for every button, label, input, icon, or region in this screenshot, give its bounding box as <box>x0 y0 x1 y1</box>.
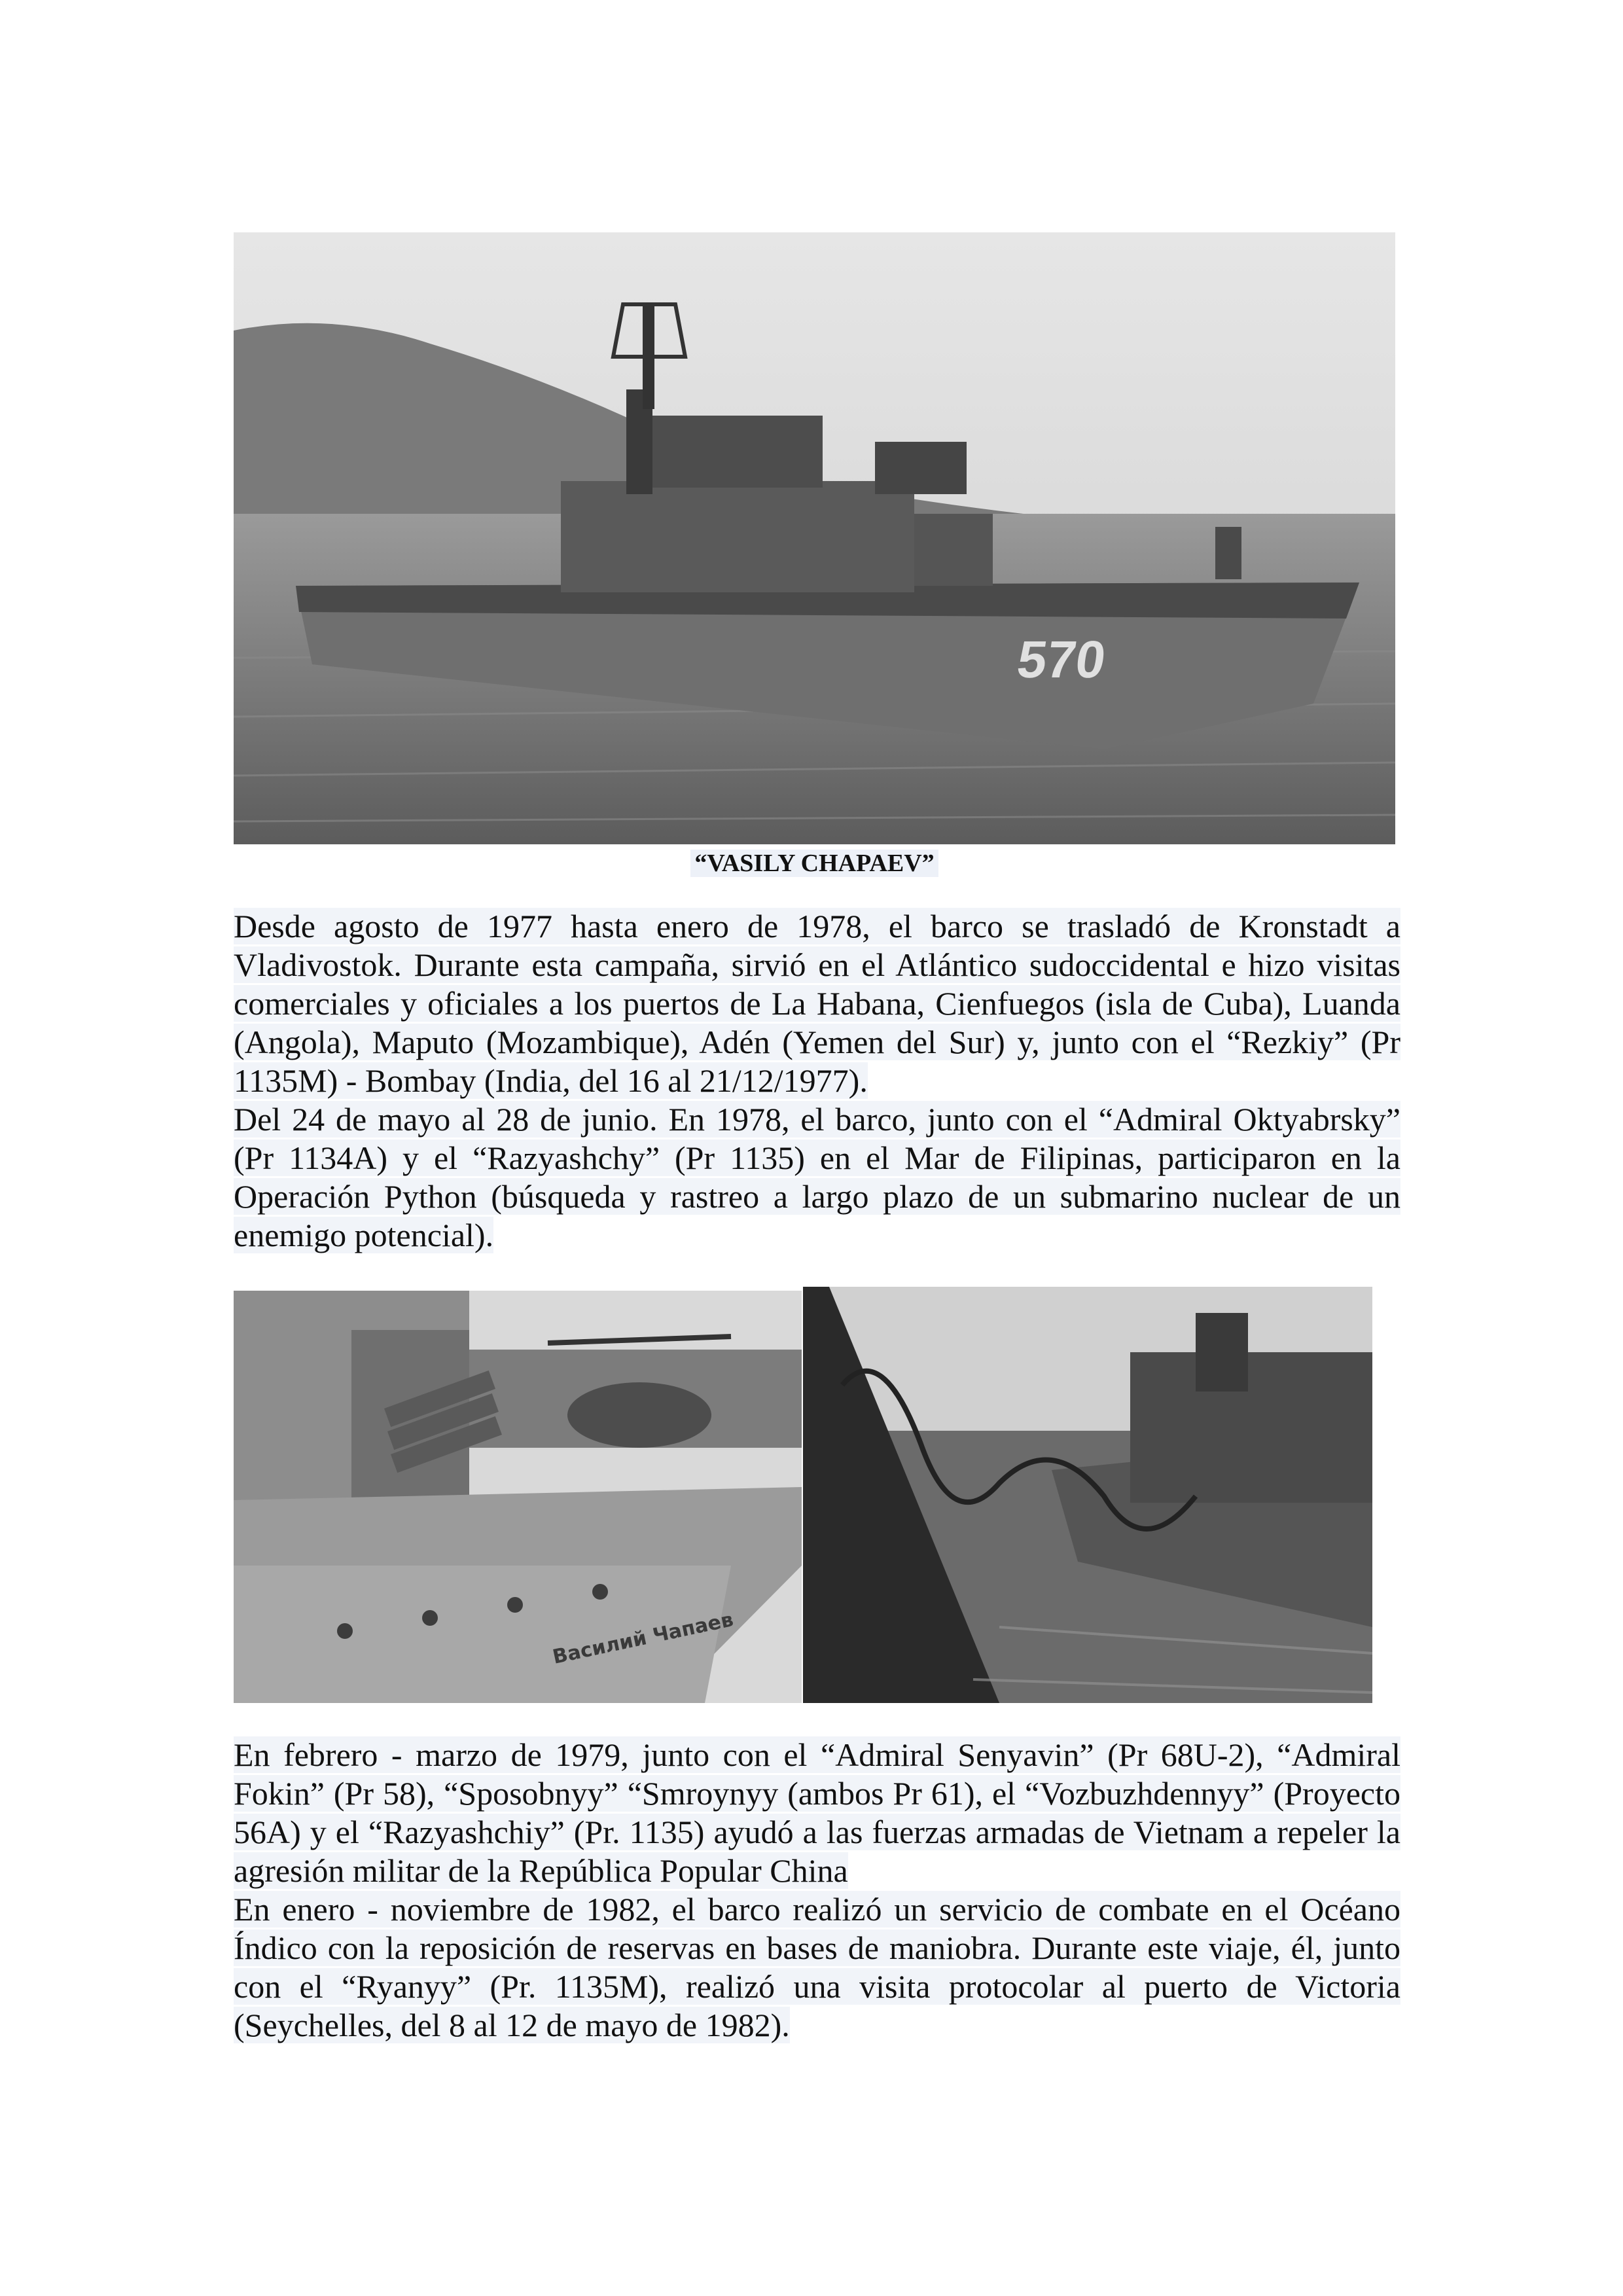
paragraph-1979-vietnam <box>234 1736 1400 1890</box>
ship-photo-main-image <box>234 232 1395 844</box>
ship-photo-main <box>234 232 1395 844</box>
text-block-2 <box>234 1736 1400 2045</box>
ship-photo-deck <box>234 1291 802 1703</box>
paragraph-1977-1978-text: Desde agosto de 1977 hasta enero de 1978, el barco se trasladó de Kronstadt a Vladivostok. Durante esta campaña, sirvió en el Atlántico sudoccidental e hizo visitas comerciales y oficiales a los puertos de La Habana, Cienfuegos (isla de Cuba), Luanda (Angola), Maputo (Mozambique), Adén (Yemen del Sur) y, junto con el “Rezkiy” (Pr 1135M) - Bombay (India, del 16 al 21/12/1977). <box>234 908 1400 1099</box>
ship-photo-refuelling <box>803 1287 1372 1703</box>
text-block-1 <box>234 907 1400 1255</box>
paragraph-1978-python <box>234 1100 1400 1255</box>
paragraph-1982-indian-ocean-text: En enero - noviembre de 1982, el barco realizó un servicio de combate en el Océano Índico con la reposición de reservas en bases de maniobra. Durante este viaje, él, junto con el “Ryanyy” (Pr. 1135M), realizó una visita protocolar al puerto de Victoria (Seychelles, del 8 al 12 de mayo de 1982). <box>234 1891 1400 2043</box>
ship-photo-refuelling-image <box>803 1287 1372 1703</box>
photo-caption-text: “VASILY CHAPAEV” <box>690 850 938 877</box>
paragraph-1978-python-text: Del 24 de mayo al 28 de junio. En 1978, el barco, junto con el “Admiral Oktyabrsky” (Pr 1134A) y el “Razyashchy” (Pr 1135) en el Mar de Filipinas, participaron en la Operación Python (búsqueda y rastreo a largo plazo de un submarino nuclear de un enemigo potencial). <box>234 1101 1400 1253</box>
ship-name-plate: Василий Чапаев <box>550 1608 736 1669</box>
paragraph-1977-1978 <box>234 907 1400 1100</box>
hull-number: 570 <box>1013 630 1109 689</box>
ship-photo-deck-image <box>234 1291 802 1703</box>
photo-caption <box>234 846 1395 880</box>
paragraph-1982-indian-ocean <box>234 1890 1400 2045</box>
paragraph-1979-vietnam-text: En febrero - marzo de 1979, junto con el “Admiral Senyavin” (Pr 68U-2), “Admiral Fokin” (Pr 58), “Sposobnyy” “Smroynyy (ambos Pr 61), el “Vozbuzhdennyy” (Proyecto 56A) y el “Razyashchiy” (Pr. 1135) ayudó a las fuerzas armadas de Vietnam a repeler la agresión militar de la República Popular China <box>234 1736 1400 1889</box>
